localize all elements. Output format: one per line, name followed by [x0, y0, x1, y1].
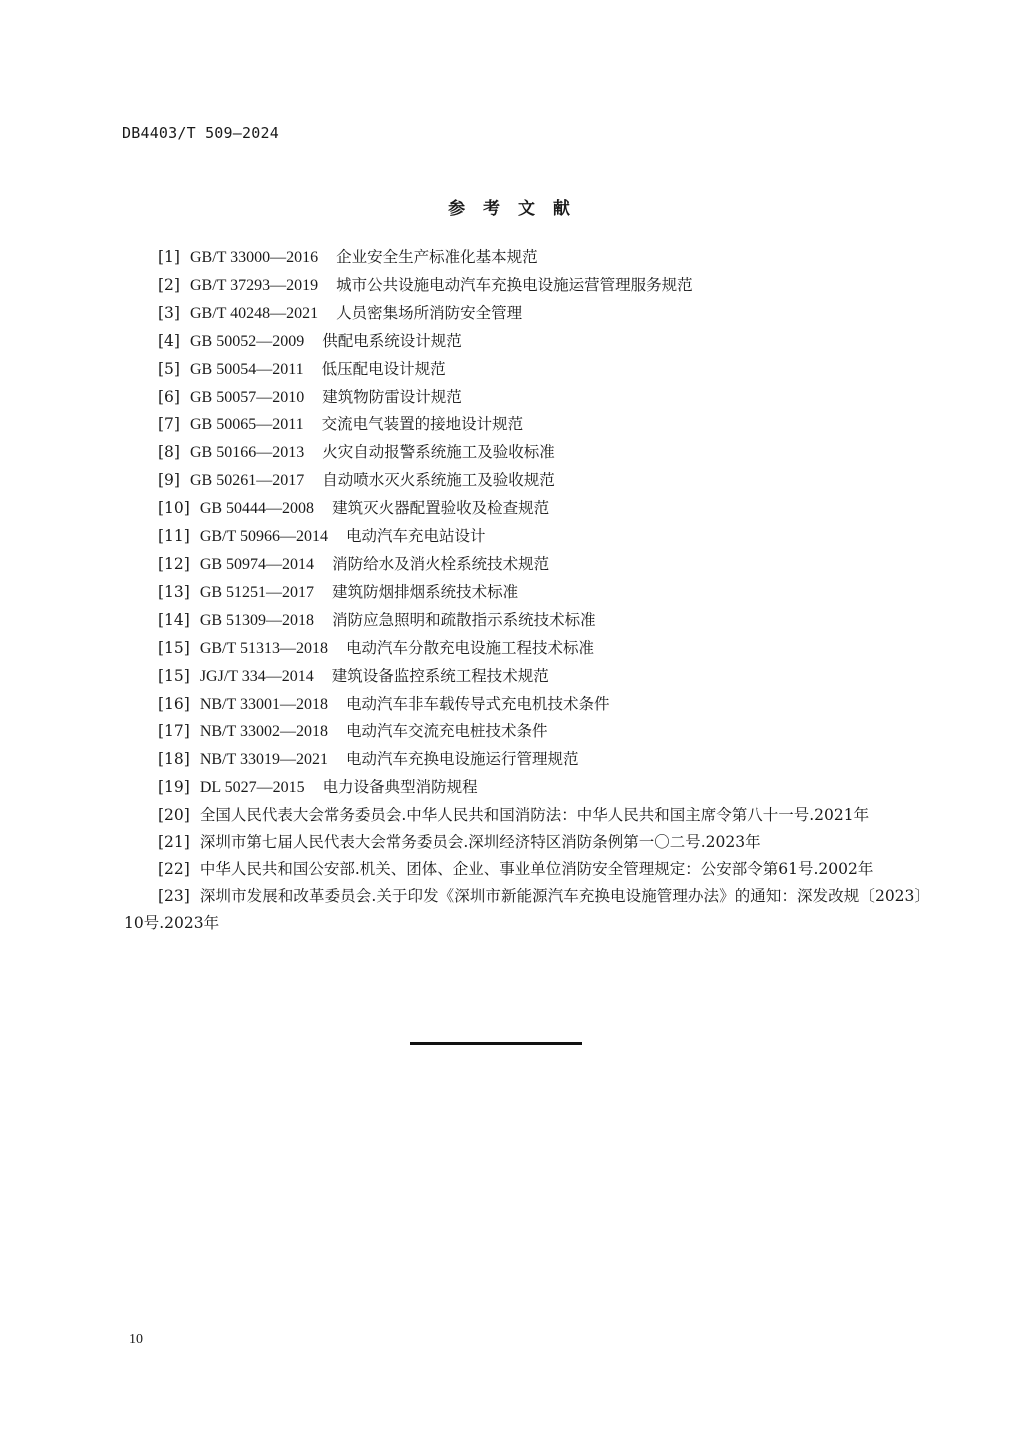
reference-number: [11]	[158, 527, 190, 546]
reference-item	[124, 635, 930, 663]
reference-item	[124, 384, 930, 412]
reference-title: 电力设备典型消防规程	[322, 778, 478, 797]
reference-number: [14]	[158, 610, 190, 629]
standard-code: GB 50261—2017	[189, 472, 305, 490]
reference-number: [16]	[158, 694, 190, 713]
reference-list	[124, 244, 930, 937]
reference-item	[124, 439, 930, 467]
reference-item	[124, 774, 930, 802]
reference-title: 建筑设备监控系统工程技术规范	[331, 666, 549, 685]
standard-code: GB/T 37293—2019	[189, 276, 319, 294]
reference-item	[124, 300, 930, 328]
reference-title: 电动汽车分散充电设施工程技术标准	[345, 638, 594, 657]
standard-code: GB/T 50966—2014	[199, 528, 328, 546]
standard-code: GB/T 33000—2016	[189, 249, 319, 266]
reference-number: [23]	[158, 886, 190, 905]
standard-code: JGJ/T 334—2014	[199, 667, 314, 685]
standard-code: GB/T 51313—2018	[199, 639, 328, 657]
reference-title: 交流电气装置的接地设计规范	[321, 415, 524, 434]
reference-number: [19]	[158, 778, 190, 797]
standard-code: GB 50052—2009	[189, 332, 305, 350]
reference-item	[124, 272, 930, 300]
page-number: 10	[129, 1332, 143, 1347]
end-divider	[410, 1042, 582, 1045]
reference-item	[124, 691, 930, 719]
reference-title: 供配电系统设计规范	[322, 331, 462, 350]
reference-title: 深圳市发展和改革委员会.关于印发《深圳市新能源汽车充换电设施管理办法》的通知：深发改规〔2023〕10号.2023年	[124, 886, 930, 932]
reference-title: 人员密集场所消防安全管理	[336, 303, 523, 322]
reference-item	[124, 663, 930, 691]
reference-title: 建筑防烟排烟系统技术标准	[332, 582, 519, 601]
reference-number: [1]	[158, 248, 180, 266]
reference-number: [5]	[158, 359, 180, 378]
reference-number: [9]	[158, 471, 180, 490]
reference-number: [15]	[158, 666, 190, 685]
reference-number: [15]	[158, 638, 190, 657]
reference-item	[124, 802, 930, 829]
reference-number: [21]	[158, 833, 190, 852]
section-title: 参 考 文 献	[448, 199, 576, 219]
reference-number: [12]	[158, 554, 190, 573]
reference-item	[124, 244, 930, 272]
reference-title: 消防应急照明和疏散指示系统技术标准	[332, 610, 596, 629]
reference-title: 电动汽车充换电设施运行管理规范	[345, 750, 579, 769]
reference-item	[124, 579, 930, 607]
reference-item	[124, 718, 930, 746]
standard-code: GB/T 40248—2021	[189, 304, 319, 322]
reference-title: 中华人民共和国公安部.机关、团体、企业、事业单位消防安全管理规定：公安部令第61号.2002年	[199, 859, 874, 878]
reference-title: 建筑物防雷设计规范	[322, 387, 462, 406]
reference-number: [2]	[158, 275, 180, 294]
standard-code: NB/T 33019—2021	[199, 751, 328, 769]
reference-title: 电动汽车充电站设计	[345, 527, 486, 546]
reference-item	[124, 495, 930, 523]
reference-item	[124, 356, 930, 384]
reference-title: 火灾自动报警系统施工及验收标准	[322, 443, 555, 462]
reference-number: [17]	[158, 722, 190, 741]
reference-title: 消防给水及消火栓系统技术规范	[332, 554, 550, 573]
reference-item	[124, 746, 930, 774]
reference-title: 低压配电设计规范	[321, 359, 446, 378]
reference-item	[124, 411, 930, 439]
reference-title: 城市公共设施电动汽车充换电设施运营管理服务规范	[336, 275, 693, 294]
standard-code: GB 50057—2010	[189, 388, 305, 406]
reference-title: 电动汽车非车载传导式充电机技术条件	[345, 694, 610, 713]
standard-code: GB 50065—2011	[189, 416, 304, 434]
reference-title: 建筑灭火器配置验收及检查规范	[332, 499, 550, 518]
standard-code: GB 51309—2018	[199, 611, 315, 629]
reference-title: 深圳市第七届人民代表大会常务委员会.深圳经济特区消防条例第一〇二号.2023年	[199, 833, 761, 852]
standard-code: GB 51251—2017	[199, 583, 315, 601]
reference-item	[124, 607, 930, 635]
standard-code: GB 50166—2013	[189, 444, 305, 462]
reference-number: [10]	[158, 499, 190, 518]
reference-title: 企业安全生产标准化基本规范	[336, 248, 538, 266]
reference-title: 全国人民代表大会常务委员会.中华人民共和国消防法：中华人民共和国主席令第八十一号.2021年	[199, 806, 870, 825]
reference-number: [22]	[158, 859, 190, 878]
reference-number: [3]	[158, 303, 180, 322]
reference-number: [20]	[158, 806, 190, 825]
standard-code: NB/T 33001—2018	[199, 695, 328, 713]
reference-number: [6]	[158, 387, 180, 406]
document-number: DB4403/T 509—2024	[122, 124, 279, 142]
reference-number: [18]	[158, 750, 190, 769]
reference-number: [4]	[158, 331, 180, 350]
reference-number: [13]	[158, 582, 190, 601]
reference-item	[124, 523, 930, 551]
standard-code: GB 50974—2014	[199, 555, 315, 573]
reference-item	[124, 829, 930, 856]
standard-code: GB 50444—2008	[199, 500, 315, 518]
standard-code: NB/T 33002—2018	[199, 723, 328, 741]
reference-number: [7]	[158, 415, 180, 434]
reference-title: 电动汽车交流充电桩技术条件	[345, 722, 548, 741]
reference-title: 自动喷水灭火系统施工及验收规范	[322, 471, 555, 490]
reference-item	[124, 467, 930, 495]
reference-item	[124, 883, 930, 937]
standard-code: DL 5027—2015	[199, 779, 305, 797]
reference-item	[124, 856, 930, 883]
reference-number: [8]	[158, 443, 180, 462]
reference-item	[124, 328, 930, 356]
standard-code: GB 50054—2011	[189, 360, 304, 378]
reference-item	[124, 551, 930, 579]
